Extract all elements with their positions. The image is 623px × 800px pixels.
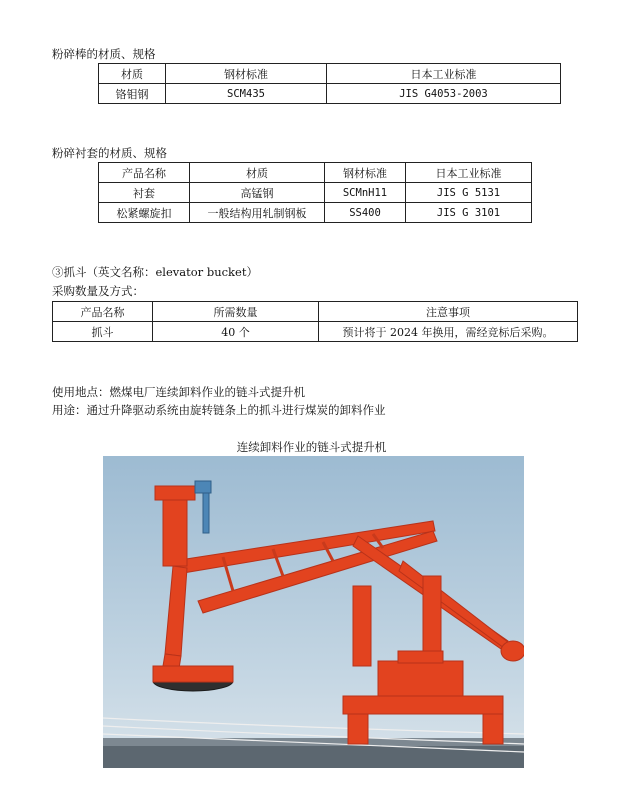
table-cell: 抓斗 <box>53 322 153 342</box>
table-header-cell: 所需数量 <box>153 302 319 322</box>
table-header-cell: 材质 <box>190 163 325 183</box>
table-row <box>99 84 561 104</box>
bucket-elevator-illustration <box>103 456 524 768</box>
table-cell: JIS G 3101 <box>406 203 532 223</box>
usage-location: 使用地点：燃煤电厂连续卸料作业的链斗式提升机 <box>52 385 305 399</box>
table-row <box>99 203 532 223</box>
table-header-cell: 材质 <box>99 64 166 84</box>
figure-caption: 连续卸料作业的链斗式提升机 <box>236 440 387 454</box>
section1-heading: 粉碎棒的材质、规格 <box>52 47 156 61</box>
usage-purpose: 用途：通过升降驱动系统由旋转链条上的抓斗进行煤炭的卸料作业 <box>52 403 386 417</box>
section3-heading: ③抓斗（英文名称：elevator bucket） <box>52 265 258 279</box>
section3-subheading: 采购数量及方式： <box>52 284 144 298</box>
table-cell: 一般结构用轧制钢板 <box>190 203 325 223</box>
table-header-row <box>99 64 561 84</box>
bucket-elevator-photo <box>103 456 524 768</box>
table-header-row <box>53 302 578 322</box>
table-cell: SCM435 <box>166 84 327 104</box>
table-cell: 40 个 <box>153 322 319 342</box>
rod-spec-table <box>98 63 561 104</box>
table-cell: 铬钼钢 <box>99 84 166 104</box>
table-header-cell: 产品名称 <box>99 163 190 183</box>
table-header-cell: 钢材标准 <box>325 163 406 183</box>
table-cell: 衬套 <box>99 183 190 203</box>
table-cell: JIS G 5131 <box>406 183 532 203</box>
table-cell: SS400 <box>325 203 406 223</box>
table-cell: 松紧螺旋扣 <box>99 203 190 223</box>
table-header-cell: 钢材标准 <box>166 64 327 84</box>
section2-heading: 粉碎衬套的材质、规格 <box>52 146 167 160</box>
table-row <box>53 322 578 342</box>
bushing-spec-table <box>98 162 532 223</box>
table-header-row <box>99 163 532 183</box>
table-row <box>99 183 532 203</box>
table-cell: 高锰钢 <box>190 183 325 203</box>
table-header-cell: 日本工业标准 <box>327 64 561 84</box>
table-cell: SCMnH11 <box>325 183 406 203</box>
table-header-cell: 日本工业标准 <box>406 163 532 183</box>
table-header-cell: 产品名称 <box>53 302 153 322</box>
table-cell: JIS G4053-2003 <box>327 84 561 104</box>
bucket-purchase-table <box>52 301 578 342</box>
table-cell: 预计将于 2024 年换用，需经竞标后采购。 <box>319 322 578 342</box>
table-header-cell: 注意事项 <box>319 302 578 322</box>
